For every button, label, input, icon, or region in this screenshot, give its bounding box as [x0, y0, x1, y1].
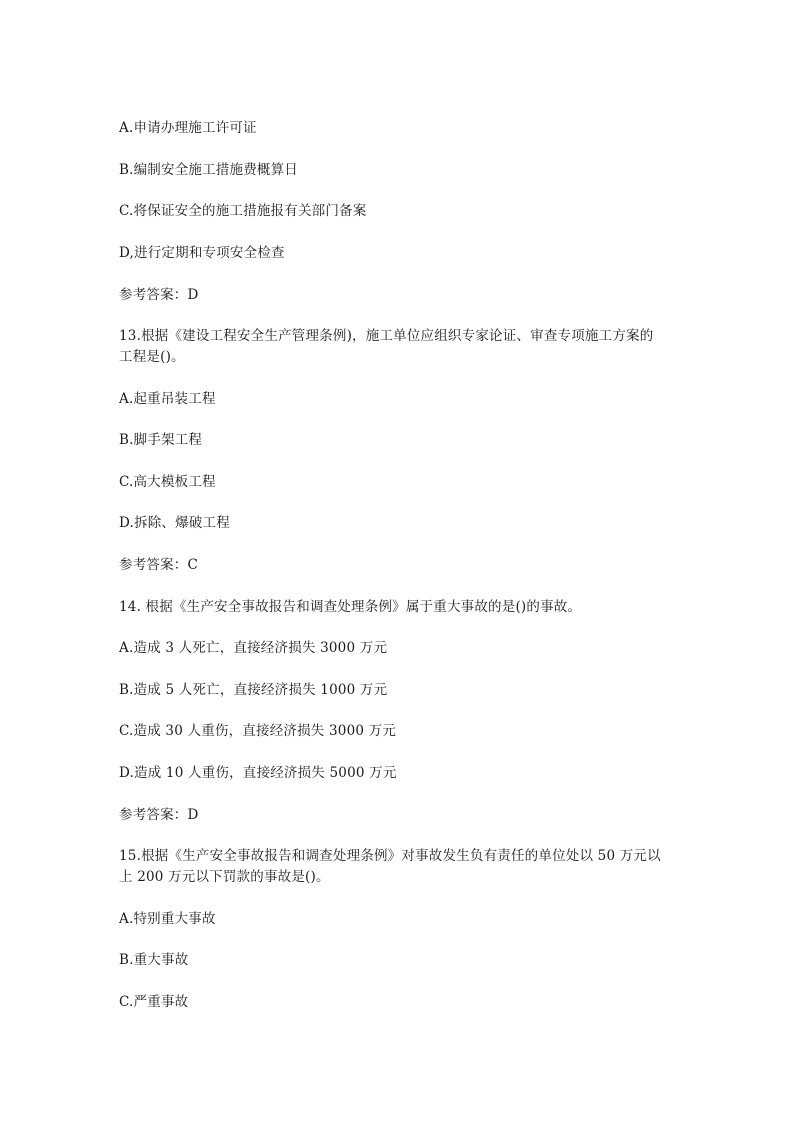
q14-answer: 参考答案：D: [119, 807, 199, 823]
q12-option-b: B.编制安全施工措施费概算日: [119, 162, 299, 178]
q13-option-d: D.拆除、爆破工程: [119, 515, 230, 531]
q15-option-b: B.重大事故: [119, 952, 189, 968]
q15-option-a: A.特别重大事故: [119, 911, 216, 927]
q13-option-a: A.起重吊装工程: [119, 391, 216, 407]
q13-option-c: C.高大模板工程: [119, 474, 216, 490]
q14-option-b: B.造成 5 人死亡，直接经济损失 1000 万元: [119, 682, 388, 698]
q13-answer: 参考答案：C: [119, 557, 199, 573]
q13-question-line1: 13.根据《建设工程安全生产管理条例)，施工单位应组织专家论证、审查专项施工方案的: [119, 328, 654, 344]
q12-option-a: A.申请办理施工许可证: [119, 120, 257, 136]
q15-question-line1: 15.根据《生产安全事故报告和调查处理条例》对事故发生负有责任的单位处以 50 万元以: [119, 848, 661, 864]
q15-question-line2: 上 200 万元以下罚款的事故是()。: [119, 869, 330, 885]
q15-option-c: C.严重事故: [119, 994, 189, 1010]
q12-option-d: D,进行定期和专项安全检查: [119, 245, 285, 261]
q12-option-c: C.将保证安全的施工措施报有关部门备案: [119, 203, 367, 219]
q14-question: 14. 根据《生产安全事故报告和调查处理条例》属于重大事故的是()的事故。: [119, 599, 582, 615]
q14-option-a: A.造成 3 人死亡，直接经济损失 3000 万元: [119, 640, 388, 656]
q13-option-b: B.脚手架工程: [119, 432, 203, 448]
q14-option-c: C.造成 30 人重伤，直接经济损失 3000 万元: [119, 723, 397, 739]
q13-question-line2: 工程是()。: [119, 349, 185, 365]
q14-option-d: D.造成 10 人重伤，直接经济损失 5000 万元: [119, 765, 397, 781]
q12-answer: 参考答案：D: [119, 287, 199, 303]
